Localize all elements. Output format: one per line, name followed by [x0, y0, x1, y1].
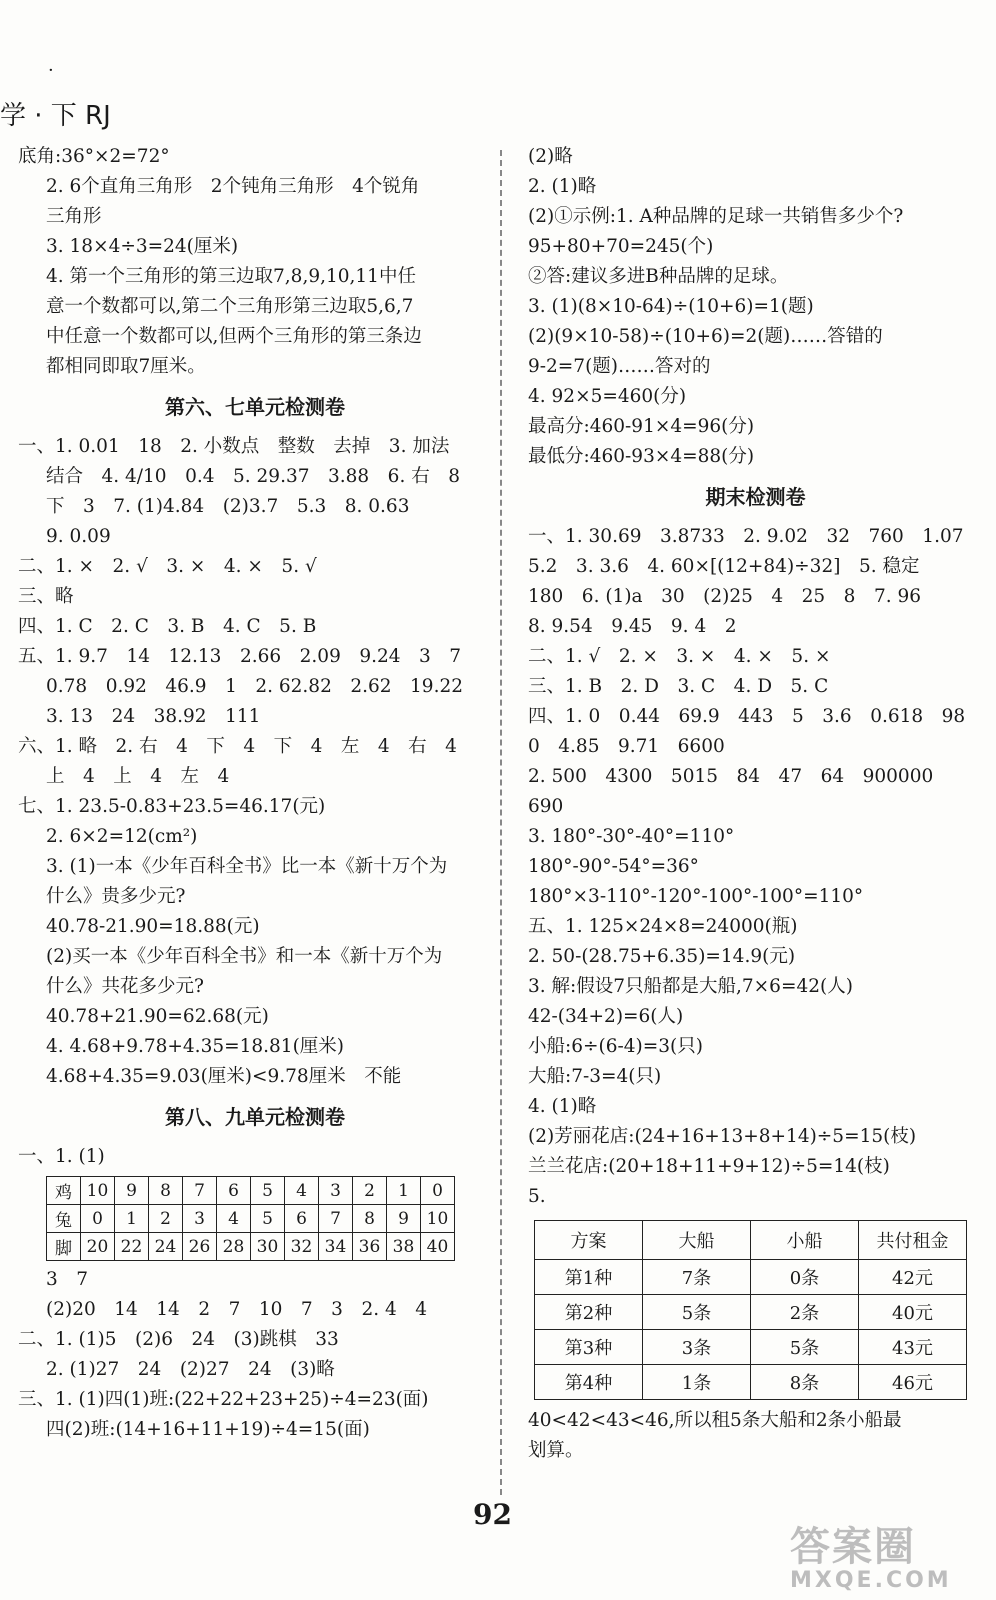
- answer-line: 四、1. C 2. C 3. B 4. C 5. B: [18, 616, 317, 637]
- table-cell: 2: [353, 1177, 387, 1205]
- answer-line: 3. (1)(8×10-64)÷(10+6)=1(题): [528, 296, 814, 317]
- table-cell: 6: [285, 1205, 319, 1233]
- table-cell: 43元: [859, 1330, 967, 1365]
- answer-line: ②答:建议多进B种品牌的足球。: [528, 266, 789, 287]
- table-cell: 7条: [643, 1260, 751, 1295]
- table-cell: 42元: [859, 1260, 967, 1295]
- answer-line: 兰兰花店:(20+18+11+9+12)÷5=14(枝): [528, 1156, 890, 1177]
- answer-line: 3. 180°-30°-40°=110°: [528, 826, 735, 847]
- left-column: [18, 142, 492, 1445]
- table-cell: 26: [183, 1233, 217, 1261]
- table-cell: 6: [217, 1177, 251, 1205]
- answer-line: 小船:6÷(6-4)=3(只): [528, 1036, 703, 1057]
- table-cell: 2: [149, 1205, 183, 1233]
- plan-header-cell: 共付租金: [859, 1221, 967, 1260]
- table-cell: 20: [81, 1233, 115, 1261]
- answer-line: 什么》贵多少元?: [46, 886, 186, 907]
- answer-line: 180 6. (1)a 30 (2)25 4 25 8 7. 96: [528, 586, 922, 607]
- table-cell: 4: [285, 1177, 319, 1205]
- answer-line: 划算。: [528, 1440, 584, 1461]
- answer-line: (2)芳丽花店:(24+16+13+8+14)÷5=15(枝): [528, 1126, 917, 1147]
- answer-line: 42-(34+2)=6(人): [528, 1006, 684, 1027]
- left-top-block: [18, 142, 492, 382]
- answer-line: 3 7: [46, 1269, 89, 1290]
- watermark-logo: 答案圈 MXQE.COM: [790, 1524, 952, 1593]
- page-number: 92: [473, 1498, 512, 1531]
- section-title-6-7: 第六、七单元检测卷: [165, 395, 345, 419]
- table-cell: 30: [251, 1233, 285, 1261]
- table-row: [535, 1330, 967, 1365]
- table-cell: 3条: [643, 1330, 751, 1365]
- table-cell: 2条: [751, 1295, 859, 1330]
- answer-line: 3. 18×4÷3=24(厘米): [46, 236, 239, 257]
- table-row: [47, 1177, 455, 1205]
- answer-line: 三角形: [46, 206, 102, 227]
- table-row: [535, 1295, 967, 1330]
- answer-line: 2. 6个直角三角形 2个钝角三角形 4个锐角: [46, 176, 420, 197]
- table-cell: 1: [115, 1205, 149, 1233]
- answer-line: 三、1. (1)四(1)班:(22+22+23+25)÷4=23(面): [18, 1389, 429, 1410]
- table-cell: 第1种: [535, 1260, 643, 1295]
- answer-line: 一、1. 0.01 18 2. 小数点 整数 去掉 3. 加法: [18, 436, 450, 457]
- answer-line: 4. 第一个三角形的第三边取7,8,9,10,11中任: [46, 266, 416, 287]
- table-cell: 1条: [643, 1365, 751, 1400]
- answer-line: 中任意一个数都可以,但两个三角形的第三条边: [46, 326, 422, 347]
- table-cell: 38: [387, 1233, 421, 1261]
- answer-line: 四(2)班:(14+16+11+19)÷4=15(面): [46, 1419, 370, 1440]
- header-dot: ·: [48, 60, 54, 81]
- table-cell: 8条: [751, 1365, 859, 1400]
- table-cell: 28: [217, 1233, 251, 1261]
- answer-line: 意一个数都可以,第二个三角形第三边取5,6,7: [46, 296, 414, 317]
- table-row: [47, 1233, 455, 1261]
- right-column: [528, 142, 983, 1466]
- table-cell: 0: [421, 1177, 455, 1205]
- table-cell: 5: [251, 1205, 285, 1233]
- answer-line: 最高分:460-91×4=96(分): [528, 416, 755, 437]
- plan-header-cell: 小船: [751, 1221, 859, 1260]
- answer-line: 什么》共花多少元?: [46, 976, 204, 997]
- table-cell: 第3种: [535, 1330, 643, 1365]
- table-cell: 1: [387, 1177, 421, 1205]
- table-cell: 40: [421, 1233, 455, 1261]
- answer-line: 690: [528, 796, 564, 817]
- answer-line: 三、1. B 2. D 3. C 4. D 5. C: [528, 676, 829, 697]
- answer-line: (2)略: [528, 146, 573, 167]
- answer-line: 2. 500 4300 5015 84 47 64 900000: [528, 766, 934, 787]
- answer-line: 8. 9.54 9.45 9. 4 2: [528, 616, 737, 637]
- answer-line: 3. (1)一本《少年百科全书》比一本《新十万个为: [46, 856, 448, 877]
- table-row: [535, 1365, 967, 1400]
- answer-line: (2)20 14 14 2 7 10 7 3 2. 4 4: [46, 1299, 428, 1320]
- answer-line: 9-2=7(题)……答对的: [528, 356, 711, 377]
- table-cell: 10: [81, 1177, 115, 1205]
- answer-line: 三、略: [18, 586, 74, 607]
- table-cell: 0条: [751, 1260, 859, 1295]
- answer-line: 五、1. 125×24×8=24000(瓶): [528, 916, 798, 937]
- answer-line: 一、1. (1): [18, 1146, 105, 1167]
- page-header: 学 · 下 RJ: [0, 101, 111, 131]
- table-cell: 7: [319, 1205, 353, 1233]
- answer-line: 结合 4. 4/10 0.4 5. 29.37 3.88 6. 右 8: [46, 466, 460, 487]
- answer-line: 2. (1)27 24 (2)27 24 (3)略: [46, 1359, 335, 1380]
- answer-line: 180°-90°-54°=36°: [528, 856, 699, 877]
- answer-line: 上 4 上 4 左 4: [46, 766, 230, 787]
- table-cell: 10: [421, 1205, 455, 1233]
- table-cell: 9: [387, 1205, 421, 1233]
- table-cell: 3: [183, 1205, 217, 1233]
- answer-line: 底角:36°×2=72°: [18, 146, 170, 167]
- table-cell: 3: [319, 1177, 353, 1205]
- answer-line: 4. (1)略: [528, 1096, 597, 1117]
- answer-line: 95+80+70=245(个): [528, 236, 714, 257]
- answer-line: 40<42<43<46,所以租5条大船和2条小船最: [528, 1410, 902, 1431]
- plan-header-cell: 大船: [643, 1221, 751, 1260]
- answer-line: 五、1. 9.7 14 12.13 2.66 2.09 9.24 3 7: [18, 646, 462, 667]
- table-cell: 8: [353, 1205, 387, 1233]
- table-cell: 5条: [643, 1295, 751, 1330]
- chicken-rabbit-table: [46, 1176, 455, 1261]
- right-top-block: [528, 142, 983, 472]
- answer-line: 大船:7-3=4(只): [528, 1066, 662, 1087]
- answer-line: 下 3 7. (1)4.84 (2)3.7 5.3 8. 0.63: [46, 496, 410, 517]
- answer-line: 2. 6×2=12(cm²): [46, 826, 198, 847]
- rental-plan-table: [534, 1220, 967, 1400]
- answer-line: (2)①示例:1. A种品牌的足球一共销售多少个?: [528, 206, 904, 227]
- answer-line: 二、1. √ 2. × 3. × 4. × 5. ×: [528, 646, 831, 667]
- table-cell: 4: [217, 1205, 251, 1233]
- answer-line: (2)买一本《少年百科全书》和一本《新十万个为: [46, 946, 443, 967]
- table-cell: 鸡: [47, 1177, 81, 1205]
- table-cell: 9: [115, 1177, 149, 1205]
- table-cell: 脚: [47, 1233, 81, 1261]
- answer-line: 最低分:460-93×4=88(分): [528, 446, 755, 467]
- table-cell: 8: [149, 1177, 183, 1205]
- table-cell: 兔: [47, 1205, 81, 1233]
- answer-line: 40.78+21.90=62.68(元): [46, 1006, 269, 1027]
- answer-line: 3. 解:假设7只船都是大船,7×6=42(人): [528, 976, 853, 997]
- answer-line: 4.68+4.35=9.03(厘米)<9.78厘米 不能: [46, 1066, 402, 1087]
- table-cell: 第2种: [535, 1295, 643, 1330]
- answer-line: 3. 13 24 38.92 111: [46, 706, 261, 727]
- table-cell: 5条: [751, 1330, 859, 1365]
- table-cell: 22: [115, 1233, 149, 1261]
- section-title-final: 期末检测卷: [705, 485, 806, 509]
- answer-line: 都相同即取7厘米。: [46, 356, 206, 377]
- table-cell: 5: [251, 1177, 285, 1205]
- answer-line: 四、1. 0 0.44 69.9 443 5 3.6 0.618 98: [528, 706, 966, 727]
- table-cell: 36: [353, 1233, 387, 1261]
- table-row: [47, 1205, 455, 1233]
- answer-line: 9. 0.09: [46, 526, 111, 547]
- table-cell: 0: [81, 1205, 115, 1233]
- plan-header-cell: 方案: [535, 1221, 643, 1260]
- answer-line: 一、1. 30.69 3.8733 2. 9.02 32 760 1.07: [528, 526, 964, 547]
- answer-line: 4. 4.68+9.78+4.35=18.81(厘米): [46, 1036, 345, 1057]
- answer-line: 七、1. 23.5-0.83+23.5=46.17(元): [18, 796, 326, 817]
- section-6-7-answers: [18, 432, 492, 1092]
- section-8-9-answers: [18, 1142, 492, 1445]
- table-cell: 46元: [859, 1365, 967, 1400]
- table-cell: 32: [285, 1233, 319, 1261]
- answer-line: 4. 92×5=460(分): [528, 386, 687, 407]
- answer-line: 0.78 0.92 46.9 1 2. 62.82 2.62 19.22: [46, 676, 463, 697]
- answer-line: 2. 50-(28.75+6.35)=14.9(元): [528, 946, 796, 967]
- table-cell: 40元: [859, 1295, 967, 1330]
- table-cell: 第4种: [535, 1365, 643, 1400]
- answer-line: 2. (1)略: [528, 176, 597, 197]
- table-cell: 24: [149, 1233, 183, 1261]
- answer-line: 二、1. (1)5 (2)6 24 (3)跳棋 33: [18, 1329, 339, 1350]
- table-cell: 34: [319, 1233, 353, 1261]
- section-title-8-9: 第八、九单元检测卷: [165, 1105, 345, 1129]
- answer-line: 40.78-21.90=18.88(元): [46, 916, 260, 937]
- table-cell: 7: [183, 1177, 217, 1205]
- answer-line: 0 4.85 9.71 6600: [528, 736, 725, 757]
- final-exam-answers: [528, 522, 983, 1466]
- answer-line: 180°×3-110°-120°-100°-100°=110°: [528, 886, 864, 907]
- answer-line: 二、1. × 2. √ 3. × 4. × 5. √: [18, 556, 317, 577]
- answer-line: 5.: [528, 1186, 546, 1207]
- answer-line: 六、1. 略 2. 右 4 下 4 下 4 左 4 右 4: [18, 736, 457, 757]
- answer-line: (2)(9×10-58)÷(10+6)=2(题)……答错的: [528, 326, 883, 347]
- answer-line: 5.2 3. 3.6 4. 60×[(12+84)÷32] 5. 稳定: [528, 556, 920, 577]
- table-row: [535, 1260, 967, 1295]
- column-divider: [500, 150, 502, 1495]
